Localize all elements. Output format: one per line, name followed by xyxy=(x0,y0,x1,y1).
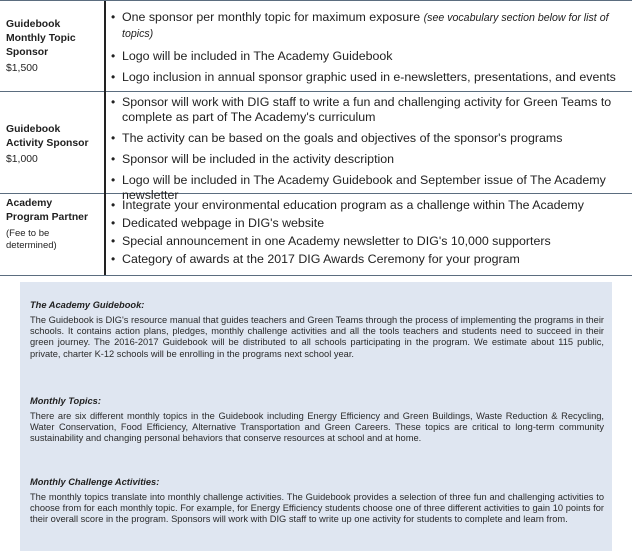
vocab-guidebook xyxy=(30,299,604,360)
vocab-title: The Academy Guidebook: xyxy=(30,300,145,310)
sponsor-label-cell xyxy=(0,18,100,76)
sponsor-name: Academy Program Partner xyxy=(6,198,88,223)
sponsor-benefits xyxy=(108,95,632,203)
benefit-item: • Dedicated webpage in DIG's website xyxy=(108,216,632,231)
vocab-title: Monthly Topics: xyxy=(30,396,101,406)
sponsor-price: $1,000 xyxy=(6,154,38,165)
vocab-title: Monthly Challenge Activities: xyxy=(30,477,160,487)
benefit-item: • Sponsor will be included in the activity description xyxy=(108,152,632,167)
sponsor-name: Guidebook Monthly Topic Sponsor xyxy=(6,19,76,58)
sponsor-fee: (Fee to be determined) xyxy=(6,228,57,251)
vocab-body: The Guidebook is DIG's resource manual that guides teachers and Green Teams through the process of implementing the programs in their schools. It contains action plans, pledges, monthly challenge activities and all the tools teachers and students need to succeed in their green journey. The 2016-2017 Guidebook will be distributed to all schools participating in the program. We estimate about 115 public, private, charter K-12 schools will be enrolling in the programs next school year. xyxy=(30,315,604,359)
benefit-item: • Integrate your environmental education program as a challenge within The Academy xyxy=(108,198,632,213)
benefit-item: • Logo will be included in The Academy Guidebook xyxy=(108,49,632,64)
sponsor-row-program-partner xyxy=(0,193,632,276)
benefit-item: • Category of awards at the 2017 DIG Awards Ceremony for your program xyxy=(108,252,632,267)
column-divider xyxy=(104,1,106,91)
benefit-item: • Sponsor will work with DIG staff to write a fun and challenging activity for Green Teams to complete as part of The Academy's curriculum xyxy=(108,95,632,125)
benefit-item: • Special announcement in one Academy newsletter to DIG's 10,000 supporters xyxy=(108,234,632,249)
sponsor-price: $1,500 xyxy=(6,63,38,74)
vocab-monthly-topics xyxy=(30,395,604,445)
vocab-body: There are six different monthly topics in the Guidebook including Energy Efficiency and Green Buildings, Waste Reduction & Recycling, Water Conservation, Food Efficiency, Alternative Transportation and Green Careers. These topics are critical to long-term community sustainability and changing personal behaviors that conserve resources at school and at home. xyxy=(30,411,604,444)
sponsor-benefits xyxy=(108,198,632,267)
benefit-item: • The activity can be based on the goals and objectives of the sponsor's programs xyxy=(108,131,632,146)
sponsor-row-activity xyxy=(0,90,632,202)
benefit-note: (see vocabulary section below for list of topics) xyxy=(122,12,609,40)
benefit-item: • One sponsor per monthly topic for maximum exposure (see vocabulary section below for list of topics) xyxy=(108,10,632,42)
sponsor-benefits xyxy=(108,10,632,85)
benefit-item: • Logo inclusion in annual sponsor graphic used in e-newsletters, presentations, and events xyxy=(108,70,632,85)
sponsor-label-cell xyxy=(0,123,100,167)
column-divider xyxy=(104,90,106,193)
benefit-item: • Logo will be included in The Academy Guidebook and September issue of The Academy newsletter xyxy=(108,173,632,203)
sponsor-label-cell xyxy=(0,197,100,252)
vocabulary-panel xyxy=(20,282,612,551)
column-divider xyxy=(104,193,106,275)
vocab-challenge-activities xyxy=(30,476,604,526)
vocab-body: The monthly topics translate into monthly challenge activities. The Guidebook provides a selection of three fun and challenging activities to choose from for each monthly topic. For example, for Energy Efficiency students choose one of three different activities to gain 10 points for their overall score in the program. Sponsors will work with DIG staff to write up one activity for students to complete and learn from. xyxy=(30,492,604,525)
sponsor-name: Guidebook Activity Sponsor xyxy=(6,124,89,149)
sponsor-row-monthly-topic xyxy=(0,0,632,92)
